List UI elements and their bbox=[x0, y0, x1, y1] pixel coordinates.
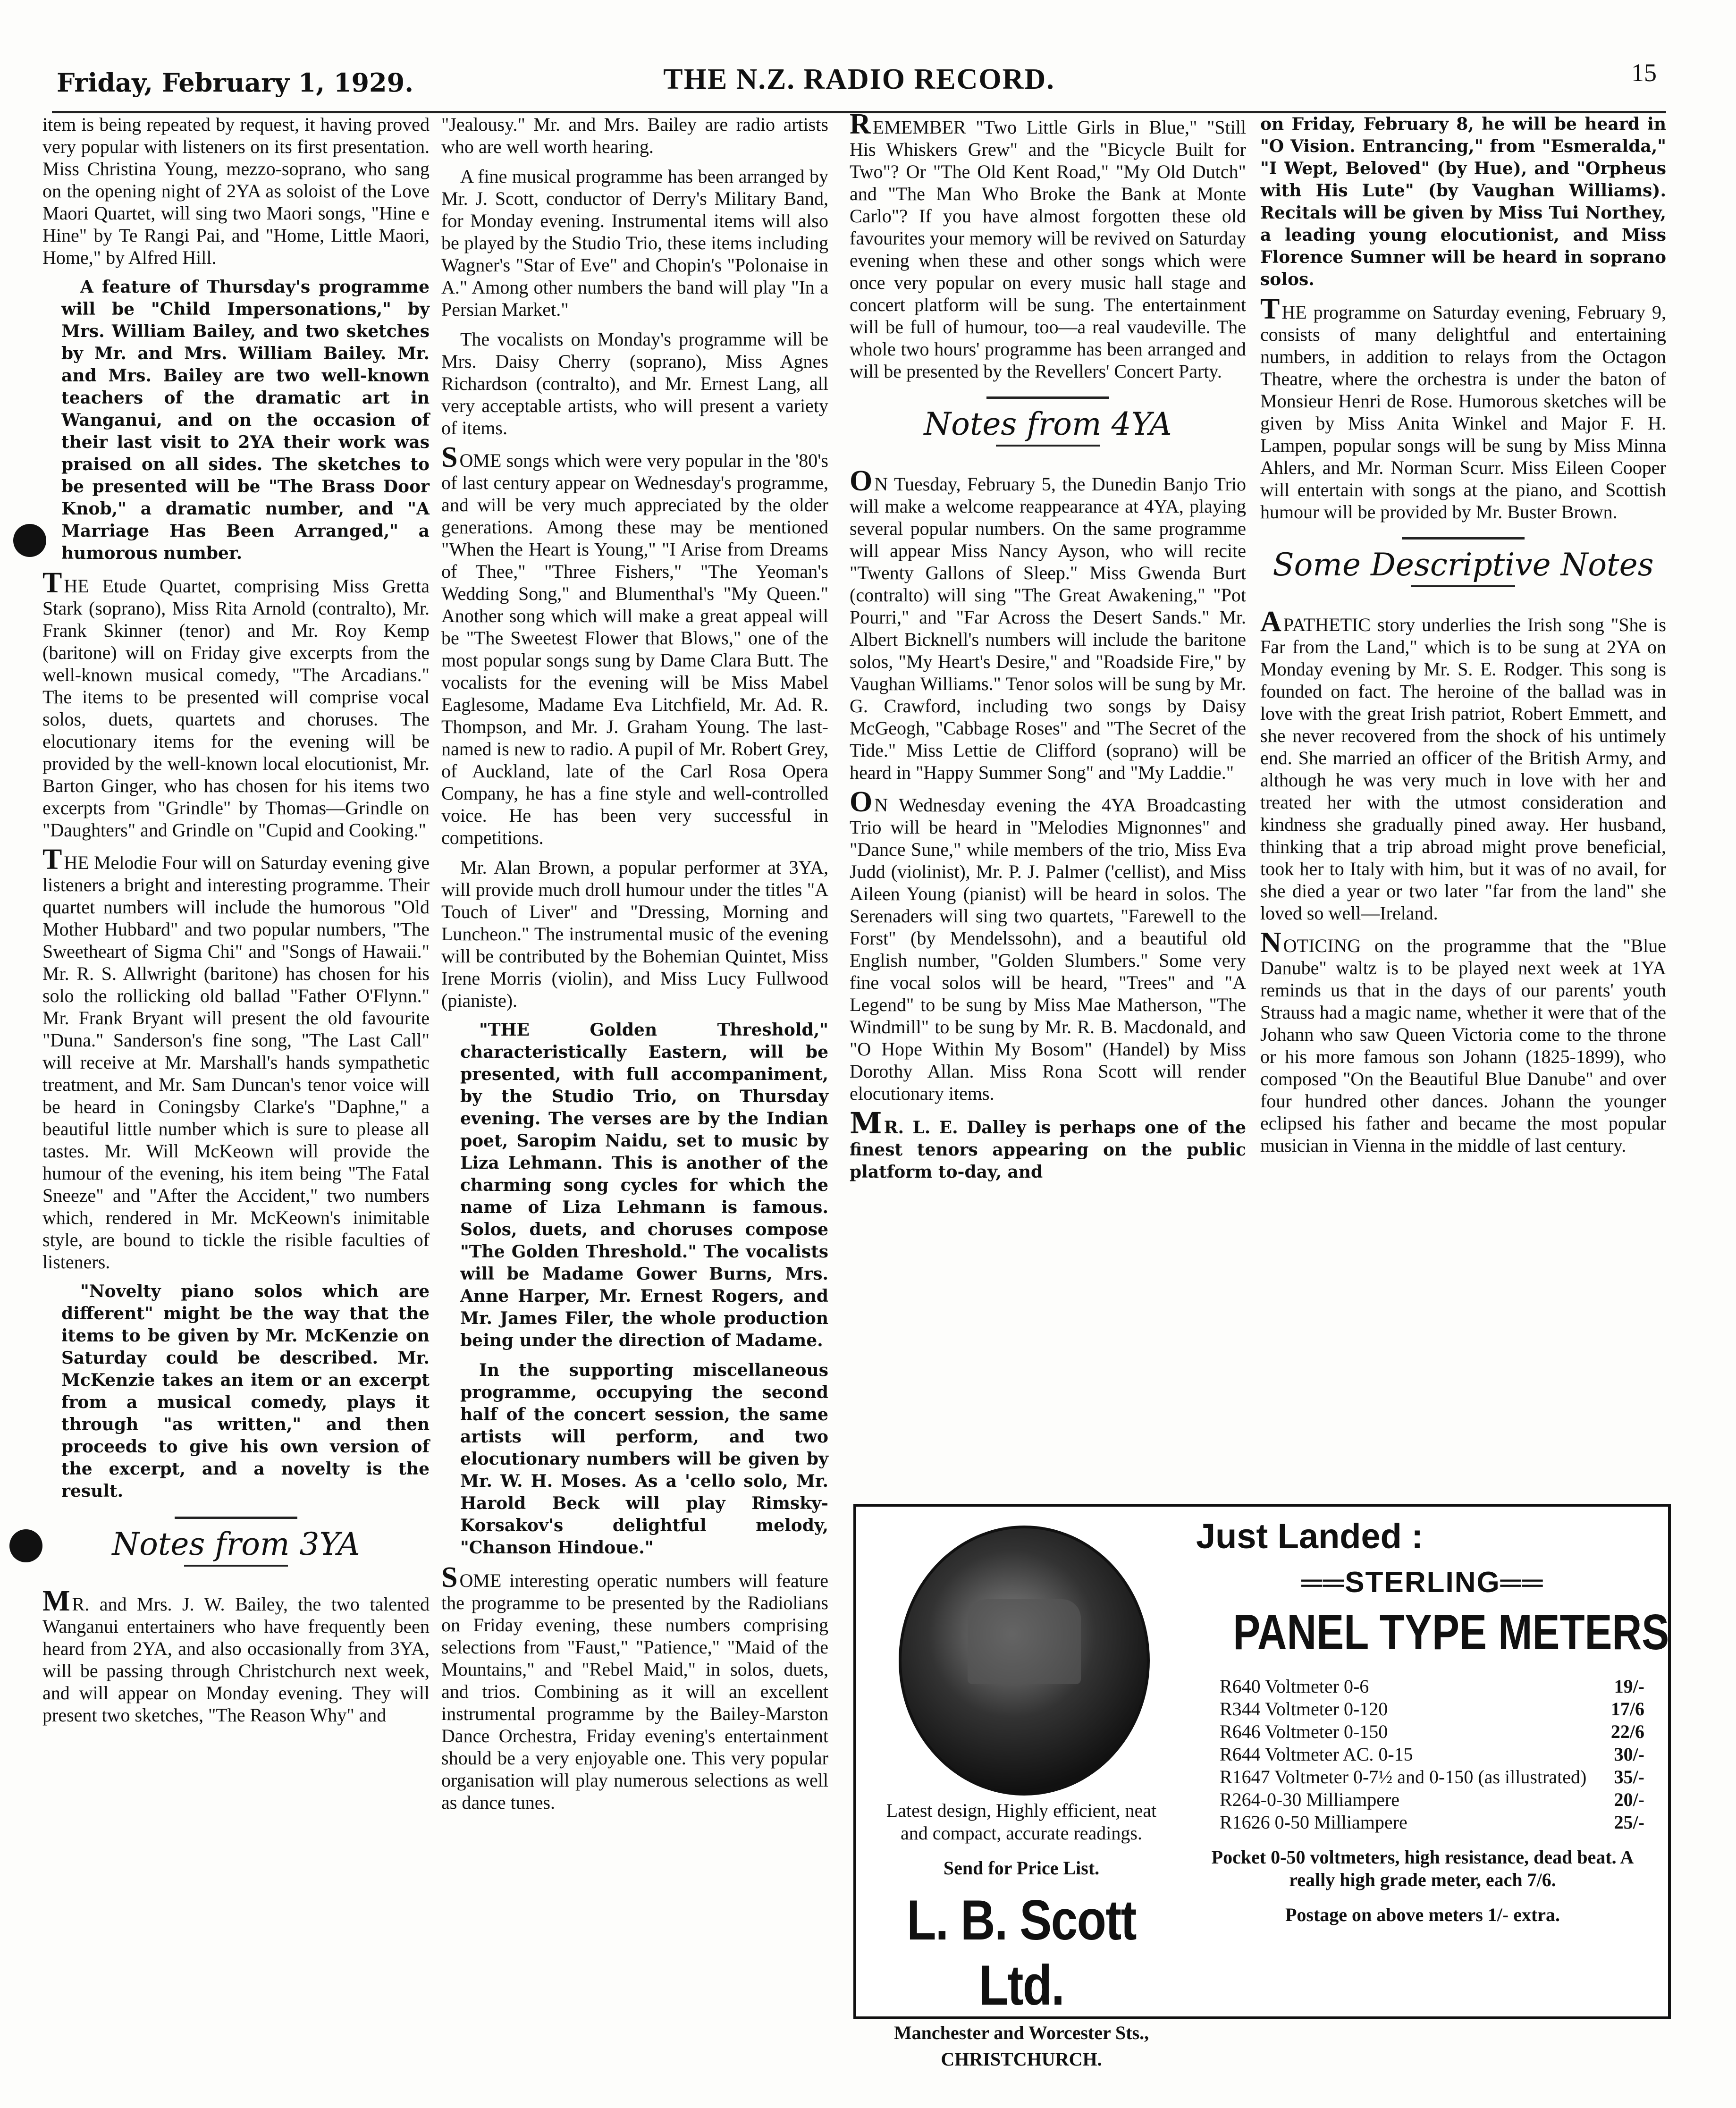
page-number: 15 bbox=[1631, 59, 1657, 87]
article-paragraph: on Friday, February 8, he will be heard in "O Vision. Entrancing," from "Esmeralda," "I Wept, Beloved" (by Hue), and "Orpheus with His Lute" (by Vaughan Williams). Recitals will be given by Miss Tui Northey, a leading young elocutionist, and Miss Florence Sumner will be heard in soprano solos. bbox=[1260, 114, 1666, 289]
article-paragraph bbox=[441, 1561, 828, 1813]
sterling-text: STERLING bbox=[1345, 1566, 1500, 1599]
paragraph-text: HE Melodie Four will on Saturday evening give listeners a bright and interesting programme. Their quartet numbers will include the humorous "Old Mother Hubbard" and two popular numbers, "The Sweetheart of Sigma Chi" and "Songs of Hawaii." Mr. R. S. Allwright (baritone) has chosen for his solo the rollicking old ballad "Father O'Flynn." Mr. Frank Bryant will present the old favourite "Duna." Sanderson's fine song, "The Last Call" will receive at Mr. Marshall's hands sympathetic treatment, and Mr. Sam Duncan's tenor voice will be heard in Coningsby Clarke's "Daphne," a beautiful little number which is sure to please all tastes. Mr. Will McKeown will provide the humour of the evening, his item being "The Fatal Sneeze" and "After the Accident," two numbers which, rendered in Mr. McKeown's inimitable style, are bound to tickle the risible faculties of listeners. bbox=[42, 852, 430, 1273]
column-3 bbox=[850, 108, 1246, 1191]
meter-price: 30/- bbox=[1614, 1744, 1644, 1765]
price-row bbox=[1220, 1811, 1644, 1834]
meter-name: R646 Voltmeter 0-150 bbox=[1220, 1721, 1388, 1742]
article-paragraph: Mr. Alan Brown, a popular performer at 3YA, will provide much droll humour under the titles "A Touch of Liver" and "Dressing, Morning and Luncheon." The instrumental music of the evening will be contributed by the Bohemian Quintet, Miss Irene Morris (violin), and Miss Lucy Fullwood (pianiste). bbox=[441, 857, 828, 1011]
article-paragraph bbox=[42, 843, 430, 1273]
column-2 bbox=[441, 113, 828, 1821]
meter-name: R264-0-30 Milliampere bbox=[1220, 1789, 1400, 1810]
paragraph-text: R. L. E. Dalley is perhaps one of the finest tenors appearing on the public platform to-day, and bbox=[850, 1118, 1246, 1182]
paragraph-text: OME songs which were very popular in the '80's of last century appear on Wednesday's programme, and will be very much appreciated by the older generations. Among these may be mentioned "When the Heart is Young," "I Arise from Dreams of Thee," "Three Fishers," "The Yeoman's Wedding Song," and Blumenthal's "My Queen." Another song which will make a great appeal will be "The Sweetest Flower that Blows," one of the most popular songs sung by Dame Clara Butt. The vocalists for the evening will be Miss Mabel Eaglesome, Madame Eva Litchfield, Mr. Ad. R. Thompson, and Mr. J. Graham Young. The last-named is new to radio. A pupil of Mr. Robert Grey, of Auckland, late of the Carl Rosa Opera Company, he has a fine style and well-controlled voice. He has been very successful in competitions. bbox=[441, 450, 828, 848]
drop-cap: T bbox=[1260, 293, 1280, 325]
price-row bbox=[1220, 1743, 1644, 1766]
drop-cap: A bbox=[1260, 606, 1281, 638]
ad-right-panel bbox=[1191, 1516, 1669, 1926]
brand-name: L. B. Scott Ltd. bbox=[907, 1889, 1136, 2017]
meter-price: 20/- bbox=[1614, 1789, 1644, 1810]
meter-advertisement bbox=[853, 1504, 1671, 2070]
section-divider bbox=[1402, 537, 1525, 540]
meter-price: 17/6 bbox=[1610, 1698, 1644, 1720]
drop-cap: M bbox=[42, 1585, 70, 1617]
price-table bbox=[1220, 1675, 1644, 1834]
meter-name: R1626 0-50 Milliampere bbox=[1220, 1812, 1407, 1833]
article-paragraph: A feature of Thursday's programme will be "Child Impersonations," by Mrs. William Bailey, and two sketches by Mr. and Mrs. William Bailey. Mr. and Mrs. Bailey are two well-known teachers of the dramatic art in Wanganui, and on the occasion of their last visit to 2YA their work was praised on all sides. The sketches to be presented will be "The Brass Door Knob," a dramatic number, and "A Marriage Has Been Arranged," a humorous number. bbox=[61, 277, 430, 563]
price-row bbox=[1220, 1675, 1644, 1698]
drop-cap: T bbox=[42, 843, 62, 876]
meter-price: 35/- bbox=[1614, 1766, 1644, 1788]
paragraph-text: PATHETIC story underlies the Irish song "She is Far from the Land," which is to be sung at 2YA on Monday evening by Mr. S. E. Rodger. This song is founded on fact. The heroine of the ballad was in love with the great Irish patriot, Robert Emmett, and she never recovered from the shock of his untimely end. She married an officer of the British Army, and although he was very much in love with her and treated her with the utmost consideration and kindness she gradually pined away. Her husband, thinking that a trip abroad might prove beneficial, took her to Italy with him, but it was of no avail, for she died a year or two later "far from the land" she loved so well—Ireland. bbox=[1260, 614, 1666, 924]
address-line: Manchester and Worcester Sts., bbox=[893, 2022, 1149, 2043]
article-paragraph: "THE Golden Threshold," characteristically Eastern, will be presented, with full accompaniment, by the Studio Trio, on Thursday evening. The verses are by the Indian poet, Saropim Naidu, set to music by Liza Lehmann. This is another of the charming song cycles for which the name of Liza Lehmann is famous. Solos, duets, and choruses compose "The Golden Threshold." The vocalists will be Madame Gower Burns, Mrs. Anne Harper, Mr. Ernest Rogers, and Mr. James Filer, the whole production being under the direction of Madame. bbox=[460, 1020, 828, 1350]
price-row bbox=[1220, 1788, 1644, 1811]
drop-cap: S bbox=[441, 1561, 458, 1594]
meter-name: R1647 Voltmeter 0-7½ and 0-150 (as illustrated) bbox=[1220, 1766, 1587, 1788]
paragraph-text: OME interesting operatic numbers will feature the programme to be presented by the Radiolians on Friday evening, these numbers comprising selections from "Faust," "Patience," "Maid of the Mountains," and "Rebel Maid," in solos, duets, and trios. Combining as it will an excellent instrumental programme by the Bailey-Marston Dance Orchestra, Friday evening's entertainment should be a very enjoyable one. This very popular organisation will play numerous selections as well as dance tunes. bbox=[441, 1570, 828, 1813]
pocket-voltmeter-note: Pocket 0-50 voltmeters, high resistance, dead beat. A really high grade meter, each 7/6. bbox=[1211, 1847, 1634, 1890]
crown-emblem-icon bbox=[968, 1599, 1081, 1684]
paragraph-text: OTICING on the programme that the "Blue Danube" waltz is to be played next week at 1YA reminds us that in the days of our parents' youth Strauss had a magic name, whether it were that of the Johann who saw Queen Victoria come to the throne or his more famous son Johann (1825-1899), who composed "On the Beautiful Blue Danube" and over four hundred other dances. Johann the younger eclipsed his father and became the most popular musician in Vienna in the middle of last century. bbox=[1260, 935, 1666, 1156]
price-list-note: Send for Price List. bbox=[943, 1857, 1100, 1879]
paragraph-text: N Tuesday, February 5, the Dunedin Banjo Trio will make a welcome reappearance at 4YA, playing several popular numbers. On the same programme will appear Miss Nancy Ayson, who will recite "Twenty Gallons of Sleep." Miss Gwenda Burt (contralto) will sing "The Great Awakening," "Pot Pourri," and "Far Across the Desert Sands." Mr. Albert Bicknell's numbers will include the baritone solos, "My Heart's Desire," and "Roadside Fire," by Vaughan Williams." Tenor solos will be sung by Mr. G. Crawford, including two songs by Daisy McGeogh, "Cabbage Roses" and "The Secret of the Tide." Miss Lettie de Clifford (soprano) will be heard in "Happy Summer Song" and "My Laddie." bbox=[850, 473, 1246, 783]
ink-blot bbox=[9, 1529, 42, 1562]
drop-cap: S bbox=[441, 441, 458, 473]
meter-name: R344 Voltmeter 0-120 bbox=[1220, 1698, 1388, 1720]
paragraph-text: HE Etude Quartet, comprising Miss Gretta Stark (soprano), Miss Rita Arnold (contralto), Mr. Frank Skinner (tenor) and Mr. Roy Kemp (baritone) will on Friday give excerpts from the well-known musical comedy, "The Arcadians." The items to be presented will comprise vocal solos, duets, quartets and choruses. The elocutionary items for the evening will be provided by the well-known local elocutionist, Mr. Barton Ginger, who has chosen for his items two excerpts from "Grindle" by Thomas—Grindle on "Daughters" and Grindle on "Cupid and Cooking." bbox=[42, 575, 430, 841]
heading-rule bbox=[996, 445, 1100, 447]
page-header bbox=[52, 54, 1666, 113]
column-4 bbox=[1260, 113, 1666, 1164]
meter-price: 19/- bbox=[1614, 1676, 1644, 1697]
drop-cap: O bbox=[850, 786, 873, 818]
column-1 bbox=[42, 113, 430, 1734]
article-paragraph bbox=[42, 1585, 430, 1726]
meter-price: 22/6 bbox=[1610, 1721, 1644, 1742]
article-paragraph bbox=[1260, 293, 1666, 523]
drop-cap: N bbox=[1260, 927, 1281, 959]
section-heading: Some Descriptive Notes bbox=[1273, 547, 1654, 583]
panel-meters-heading: PANEL TYPE METERS bbox=[1233, 1604, 1669, 1660]
ad-description: Latest design, Highly efficient, neat and compact, accurate readings. bbox=[886, 1800, 1157, 1844]
article-paragraph: In the supporting miscellaneous programme, occupying the second half of the concert session, the same artists will perform, and two elocutionary numbers will be given by Mr. W. H. Moses. As a 'cello solo, Mr. Harold Beck will play Rimsky-Korsakov's delightful melody, "Chanson Hindoue." bbox=[460, 1360, 828, 1558]
drop-cap: M bbox=[850, 1106, 882, 1140]
paragraph-text: R. and Mrs. J. W. Bailey, the two talented Wanganui entertainers who have frequently been heard from 2YA, and also occasionally from 3YA, will be passing through Christchurch next week, and will appear on Monday evening. They will present two sketches, "The Reason Why" and bbox=[42, 1594, 430, 1726]
address-city: CHRISTCHURCH. bbox=[941, 2049, 1102, 2070]
article-paragraph: A fine musical programme has been arranged by Mr. J. Scott, conductor of Derry's Military Band, for Monday evening. Instrumental items will also be played by the Studio Trio, these items including Wagner's "Star of Eve" and Chopin's "Polonaise in A." Among other numbers the band will play "In a Persian Market." bbox=[441, 166, 828, 320]
meter-name: R640 Voltmeter 0-6 bbox=[1220, 1676, 1369, 1697]
article-paragraph bbox=[1260, 606, 1666, 924]
article-paragraph: The vocalists on Monday's programme will be Mrs. Daisy Cherry (soprano), Miss Agnes Richardson (contralto), and Mr. Ernest Lang, all very acceptable artists, who will present a variety of items. bbox=[441, 329, 828, 438]
article-paragraph: "Jealousy." Mr. and Mrs. Bailey are radio artists who are well worth hearing. bbox=[441, 114, 828, 157]
section-heading: Notes from 4YA bbox=[924, 406, 1172, 442]
article-paragraph bbox=[850, 786, 1246, 1105]
issue-date: Friday, February 1, 1929. bbox=[57, 67, 413, 98]
drop-cap: T bbox=[42, 567, 62, 599]
heading-rule bbox=[184, 1565, 288, 1567]
drop-cap: O bbox=[850, 465, 873, 497]
price-row bbox=[1220, 1698, 1644, 1720]
postage-note: Postage on above meters 1/- extra. bbox=[1285, 1904, 1560, 1925]
article-paragraph: item is being repeated by request, it having proved very popular with listeners on its first presentation. Miss Christina Young, mezzo-soprano, who sang on the opening night of 2YA as soloist of the Love Maori Quartet, will sing two Maori songs, "Hine e Hine" by Te Rangi Pai, and "Home, Little Maori, Home," by Alfred Hill. bbox=[42, 114, 430, 268]
article-paragraph bbox=[850, 1106, 1246, 1183]
section-heading: Notes from 3YA bbox=[112, 1526, 360, 1562]
paragraph-text: HE programme on Saturday evening, February 9, consists of many delightful and entertaining numbers, in addition to relays from the Octagon Theatre, where the orchestra is under the baton of Monsieur Henri de Rose. Humorous sketches will be given by Miss Anita Winkel and Major F. H. Lampen, popular songs will be sung by Miss Minna Ahlers, and Mr. Norman Scurr. Miss Eileen Cooper will entertain with songs at the piano, and Scottish humour will be provided by Mr. Buster Brown. bbox=[1260, 302, 1666, 523]
section-divider bbox=[986, 396, 1109, 399]
meter-illustration bbox=[899, 1526, 1150, 1796]
article-paragraph bbox=[850, 108, 1246, 382]
price-row bbox=[1220, 1766, 1644, 1788]
meter-price: 25/- bbox=[1614, 1812, 1644, 1833]
ad-left-panel bbox=[870, 1799, 1172, 2071]
price-row bbox=[1220, 1720, 1644, 1743]
paragraph-text: N Wednesday evening the 4YA Broadcasting Trio will be heard in "Melodies Mignonnes" and "Dance Sune," while members of the trio, Miss Eva Judd (violinist), Mr. P. J. Palmer ('cellist), and Miss Aileen Young (pianist) will be heard in solos. The Serenaders will sing two quartets, "Farewell to the Forst" (by Mendelssohn), and a beautiful old English number, "Golden Slumbers." Some very fine vocal solos will be heard, "Trees" and "A Legend" to be sung by Miss Mae Matherson, "The Windmill" to be sung by Mr. R. B. Macdonald, and "O Hope Within My Bosom" (Handel) by Miss Dorothy Allan. Miss Rona Scott will render elocutionary items. bbox=[850, 794, 1246, 1104]
article-paragraph bbox=[441, 441, 828, 849]
ink-blot bbox=[13, 524, 46, 557]
article-paragraph bbox=[42, 567, 430, 841]
meter-name: R644 Voltmeter AC. 0-15 bbox=[1220, 1744, 1413, 1765]
article-paragraph bbox=[1260, 927, 1666, 1156]
article-paragraph bbox=[850, 465, 1246, 784]
section-divider bbox=[175, 1517, 297, 1519]
masthead-title: THE N.Z. RADIO RECORD. bbox=[663, 63, 1055, 95]
sterling-heading: ══STERLING══ bbox=[1301, 1566, 1544, 1599]
article-paragraph: "Novelty piano solos which are different" might be the way that the items to be given by Mr. McKenzie on Saturday could be described. Mr. McKenzie takes an item or an excerpt from a musical comedy, plays it through "as written," and then proceeds to give his own version of the excerpt, and a novelty is the result. bbox=[61, 1282, 430, 1501]
just-landed-heading: Just Landed : bbox=[1196, 1517, 1424, 1556]
paragraph-text: EMEMBER "Two Little Girls in Blue," "Still His Whiskers Grew" and the "Bicycle Built for Two"? Or "The Old Kent Road," "My Old Dutch" and "The Man Who Broke the Bank at Monte Carlo"? If you have almost forgotten these old favourites your memory will be revived on Saturday evening when these and other songs which were once very popular on every music hall stage and concert platform will be sung. The entertainment will be full of humour, too—a real vaudeville. The whole two hours' programme has been arranged and will be presented by the Revellers' Concert Party. bbox=[850, 117, 1246, 382]
drop-cap: R bbox=[850, 108, 871, 140]
heading-rule bbox=[1411, 585, 1515, 587]
